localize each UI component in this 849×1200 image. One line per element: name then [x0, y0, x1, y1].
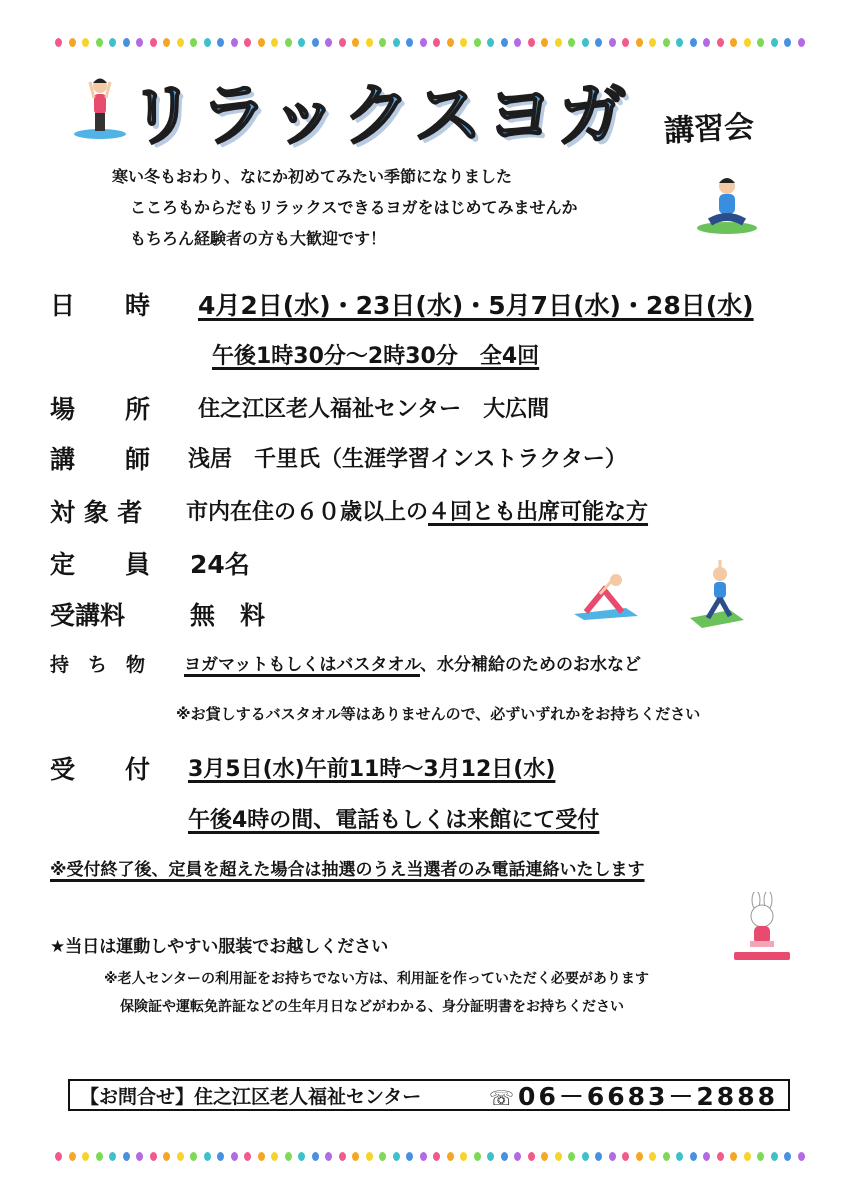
decorative-dot — [771, 1152, 778, 1161]
decorative-dot — [109, 38, 116, 47]
decorative-dot — [163, 1152, 170, 1161]
decorative-dots-top — [55, 38, 805, 50]
capacity-value: 24名 — [190, 550, 250, 579]
time-value: 午後1時30分～2時30分 全4回 — [212, 344, 540, 369]
decorative-dot — [379, 38, 386, 47]
decorative-dot — [258, 1152, 265, 1161]
contact-phone-number: 06－6683－2888 — [518, 1082, 778, 1111]
decorative-dot — [798, 1152, 805, 1161]
reception-method: 午後4時の間、電話もしくは来館にて受付 — [188, 808, 600, 833]
decorative-dot — [69, 38, 76, 47]
decorative-dot — [217, 38, 224, 47]
date-label: 日 時 — [50, 291, 151, 320]
capacity-label: 定 員 — [50, 550, 151, 579]
decorative-dot — [636, 1152, 643, 1161]
decorative-dot — [150, 38, 157, 47]
date-value: 4月2日(水)・23日(水)・5月7日(水)・28日(水) — [198, 291, 754, 320]
decorative-dot — [204, 1152, 211, 1161]
decorative-dot — [285, 38, 292, 47]
target-label: 対 象 者 — [50, 498, 143, 527]
decorative-dot — [150, 1152, 157, 1161]
decorative-dot — [433, 38, 440, 47]
decorative-dot — [609, 1152, 616, 1161]
decorative-dot — [622, 38, 629, 47]
intro-line-2: こころもからだもリラックスできるヨガをはじめてみませんか — [130, 198, 578, 217]
decorative-dot — [82, 38, 89, 47]
decorative-dot — [595, 1152, 602, 1161]
decorative-dots-bottom — [55, 1152, 805, 1164]
place-value: 住之江区老人福祉センター 大広間 — [198, 397, 550, 422]
decorative-dot — [703, 1152, 710, 1161]
decorative-dot — [798, 38, 805, 47]
decorative-dot — [123, 38, 130, 47]
decorative-dot — [298, 1152, 305, 1161]
decorative-dot — [285, 1152, 292, 1161]
decorative-dot — [298, 38, 305, 47]
decorative-dot — [703, 38, 710, 47]
decorative-dot — [582, 1152, 589, 1161]
decorative-dot — [487, 1152, 494, 1161]
belongings-value — [184, 650, 641, 675]
decorative-dot — [190, 1152, 197, 1161]
decorative-dot — [730, 1152, 737, 1161]
decorative-dot — [460, 38, 467, 47]
decorative-dot — [312, 38, 319, 47]
decorative-dot — [649, 38, 656, 47]
decorative-dot — [676, 1152, 683, 1161]
fee-label: 受講料 — [50, 601, 126, 630]
decorative-dot — [325, 1152, 332, 1161]
decorative-dot — [379, 1152, 386, 1161]
page-subtitle: 講習会 — [663, 109, 756, 150]
yoga-man-meditating-illustration — [692, 172, 762, 240]
place-label: 場 所 — [50, 395, 151, 424]
card-note-1: ※老人センターの利用証をお持ちでない方は、利用証を作っていただく必要があります — [104, 971, 649, 987]
decorative-dot — [487, 38, 494, 47]
decorative-dot — [55, 1152, 62, 1161]
contact-box — [68, 1079, 790, 1111]
decorative-dot — [784, 1152, 791, 1161]
decorative-dot — [622, 1152, 629, 1161]
decorative-dot — [663, 38, 670, 47]
decorative-dot — [757, 1152, 764, 1161]
decorative-dot — [136, 1152, 143, 1161]
decorative-dot — [339, 38, 346, 47]
decorative-dot — [771, 38, 778, 47]
decorative-dot — [555, 1152, 562, 1161]
decorative-dot — [690, 1152, 697, 1161]
phone-icon: ☏ — [489, 1086, 515, 1110]
decorative-dot — [514, 38, 521, 47]
decorative-dot — [231, 1152, 238, 1161]
intro-line-1: 寒い冬もおわり、なにか初めてみたい季節になりました — [112, 167, 513, 186]
decorative-dot — [312, 1152, 319, 1161]
reception-period: 3月5日(水)午前11時～3月12日(水) — [188, 757, 556, 782]
decorative-dot — [55, 38, 62, 47]
decorative-dot — [258, 38, 265, 47]
decorative-dot — [582, 38, 589, 47]
decorative-dot — [420, 1152, 427, 1161]
decorative-dot — [231, 38, 238, 47]
decorative-dot — [690, 38, 697, 47]
decorative-dot — [460, 1152, 467, 1161]
decorative-dot — [568, 38, 575, 47]
decorative-dot — [204, 38, 211, 47]
yoga-woman-tree-pose-illustration — [70, 72, 130, 144]
contact-phone — [489, 1077, 778, 1113]
decorative-dot — [420, 38, 427, 47]
decorative-dot — [528, 1152, 535, 1161]
decorative-dot — [217, 1152, 224, 1161]
decorative-dot — [447, 1152, 454, 1161]
belongings-label: 持 ち 物 — [50, 654, 146, 676]
decorative-dot — [406, 1152, 413, 1161]
decorative-dot — [352, 38, 359, 47]
target-value-attendance: ４回とも出席可能な方 — [428, 500, 649, 525]
decorative-dot — [528, 38, 535, 47]
decorative-dot — [784, 38, 791, 47]
yoga-woman-triangle-pose-illustration — [570, 568, 642, 624]
decorative-dot — [244, 38, 251, 47]
decorative-dot — [541, 1152, 548, 1161]
lottery-note: ※受付終了後、定員を超えた場合は抽選のうえ当選者のみ電話連絡いたします — [50, 860, 645, 880]
decorative-dot — [514, 1152, 521, 1161]
decorative-dot — [339, 1152, 346, 1161]
decorative-dot — [501, 1152, 508, 1161]
decorative-dot — [555, 38, 562, 47]
decorative-dot — [366, 1152, 373, 1161]
decorative-dot — [163, 38, 170, 47]
decorative-dot — [177, 38, 184, 47]
card-note-2: 保険証や運転免許証などの生年月日などがわかる、身分証明書をお持ちください — [120, 999, 624, 1015]
decorative-dot — [541, 38, 548, 47]
clothing-note: ★当日は運動しやすい服装でお越しください — [50, 937, 389, 957]
reception-label: 受 付 — [50, 755, 151, 784]
decorative-dot — [82, 1152, 89, 1161]
decorative-dot — [69, 1152, 76, 1161]
belongings-value-water: 、水分補給のためのお水など — [419, 655, 641, 675]
decorative-dot — [366, 38, 373, 47]
contact-label: 【お問合せ】住之江区老人福祉センター — [80, 1085, 422, 1108]
decorative-dot — [609, 38, 616, 47]
decorative-dot — [474, 38, 481, 47]
decorative-dot — [96, 1152, 103, 1161]
decorative-dot — [676, 38, 683, 47]
decorative-dot — [177, 1152, 184, 1161]
decorative-dot — [325, 38, 332, 47]
belongings-value-mat: ヨガマットもしくはバスタオル — [184, 655, 420, 675]
decorative-dot — [271, 38, 278, 47]
target-value — [186, 495, 648, 526]
rabbit-yoga-illustration — [732, 892, 792, 966]
decorative-dot — [447, 38, 454, 47]
decorative-dot — [744, 38, 751, 47]
target-value-age: 市内在住の６０歳以上の — [186, 500, 429, 525]
decorative-dot — [393, 38, 400, 47]
decorative-dot — [109, 1152, 116, 1161]
decorative-dot — [244, 1152, 251, 1161]
decorative-dot — [717, 38, 724, 47]
decorative-dot — [271, 1152, 278, 1161]
intro-line-3: もちろん経験者の方も大歓迎です！ — [130, 229, 387, 248]
decorative-dot — [636, 38, 643, 47]
decorative-dot — [190, 38, 197, 47]
decorative-dot — [96, 38, 103, 47]
decorative-dot — [352, 1152, 359, 1161]
decorative-dot — [123, 1152, 130, 1161]
decorative-dot — [406, 38, 413, 47]
decorative-dot — [568, 1152, 575, 1161]
page-title: リラックスヨガ — [128, 77, 630, 156]
decorative-dot — [433, 1152, 440, 1161]
fee-value: 無 料 — [190, 601, 266, 630]
decorative-dot — [595, 38, 602, 47]
decorative-dot — [744, 1152, 751, 1161]
decorative-dot — [663, 1152, 670, 1161]
yoga-man-warrior-pose-illustration — [688, 560, 746, 634]
decorative-dot — [649, 1152, 656, 1161]
instructor-label: 講 師 — [50, 445, 151, 474]
decorative-dot — [757, 38, 764, 47]
belongings-note: ※お貸しするバスタオル等はありませんので、必ずいずれかをお持ちください — [176, 705, 701, 723]
decorative-dot — [136, 38, 143, 47]
decorative-dot — [717, 1152, 724, 1161]
decorative-dot — [474, 1152, 481, 1161]
decorative-dot — [730, 38, 737, 47]
instructor-value: 浅居 千里氏（生涯学習インストラクター） — [188, 447, 627, 472]
decorative-dot — [501, 38, 508, 47]
decorative-dot — [393, 1152, 400, 1161]
